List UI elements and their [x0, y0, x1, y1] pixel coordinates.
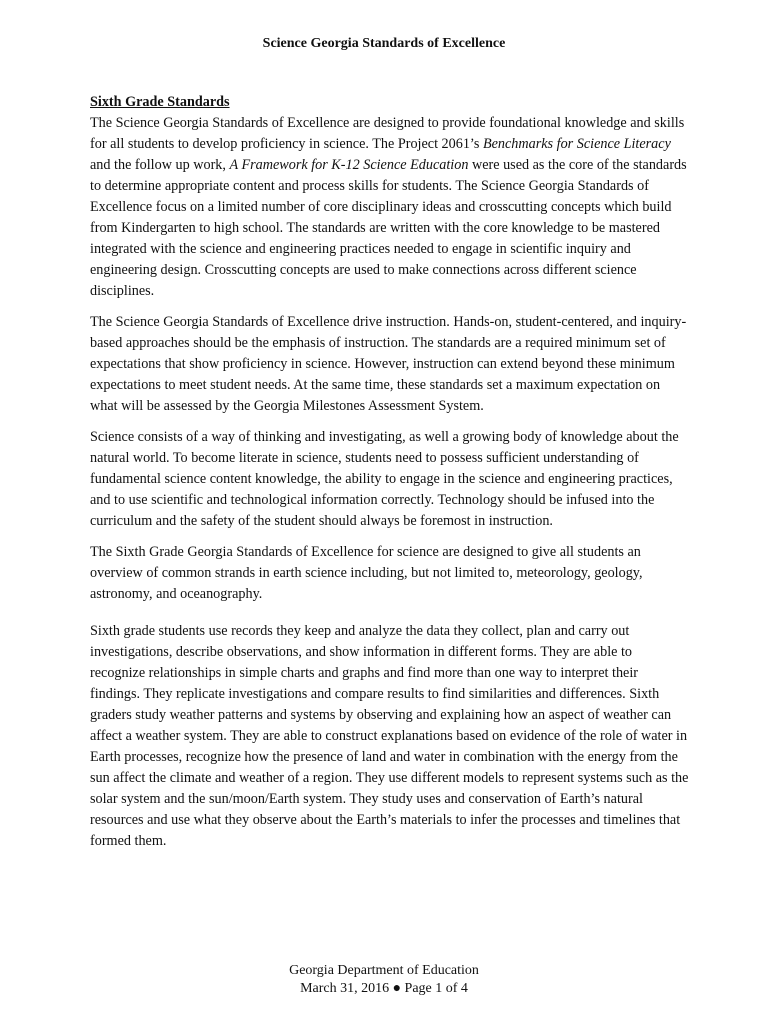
paragraph-intro: [90, 113, 690, 302]
footer-date-page: March 31, 2016 ● Page 1 of 4: [300, 981, 468, 996]
paragraph-sixth-grade-skills: Sixth grade students use records they keep and analyze the data they collect, plan and carry out investigations, describe observations, and show information in different forms. They are able to recognize relationships in simple charts and graphs and find more than one way to interpret their findings. They replicate investigations and compare results to find similarities and differences. Sixth graders study weather patterns and systems by observing and explaining how an aspect of weather can affect a weather system. They are able to construct explanations based on evidence of the role of water in Earth processes, recognize how the presence of land and water in combination with the energy from the sun affect the climate and weather of a region. They use different models to represent systems such as the solar system and the sun/moon/Earth system. They study uses and conservation of Earth’s natural resources and use what they observe about the Earth’s materials to infer the processes and timelines that formed them.: [90, 623, 689, 849]
page-footer: [0, 962, 768, 998]
document-body: [90, 92, 690, 862]
paragraph-intro-text-c: and the follow up work,: [90, 157, 230, 173]
document-title: Science Georgia Standards of Excellence: [262, 36, 506, 51]
section-heading: Sixth Grade Standards: [90, 94, 230, 110]
framework-title: A Framework for K-12 Science Education: [229, 157, 469, 173]
paragraph-intro-text-e: were used as the core of the standards to determine appropriate content and process skills for students. The Science Georgia Standards of Excellence focus on a limited number of core disciplinary ideas and crosscutting concepts which build from Kindergarten to high school. The standards are written with the core knowledge to be mastered integrated with the science and engineering practices needed to engage in scientific inquiry and engineering design. Crosscutting concepts are used to make connections across different science disciplines.: [90, 157, 687, 299]
footer-organization: Georgia Department of Education: [289, 963, 479, 978]
paragraph-science-literacy: Science consists of a way of thinking and investigating, as well a growing body of knowledge about the natural world. To become literate in science, students need to possess sufficient understanding of fundamental science content knowledge, the ability to engage in the science and engineering practices, and to use scientific and technological information correctly. Technology should be infused into the curriculum and the safety of the student should always be foremost in instruction.: [90, 429, 679, 529]
paragraph-instruction: The Science Georgia Standards of Excellence drive instruction. Hands-on, student-centered, and inquiry-based approaches should be the emphasis of instruction. The standards are a required minimum set of expectations that show proficiency in science. However, instruction can extend beyond these minimum expectations to meet student needs. At the same time, these standards set a maximum expectation on what will be assessed by the Georgia Milestones Assessment System.: [90, 314, 687, 414]
paragraph-intro-text-a: The Science Georgia Standards of Excellence are designed to provide foundational knowledge and skills for all students to develop proficiency in science. The Project 2061’s: [90, 115, 685, 152]
paragraph-sixth-grade-overview: The Sixth Grade Georgia Standards of Excellence for science are designed to give all students an overview of common strands in earth science including, but not limited to, meteorology, geology, astronomy, and oceanography.: [90, 544, 643, 602]
benchmarks-title: Benchmarks for Science Literacy: [482, 136, 671, 152]
